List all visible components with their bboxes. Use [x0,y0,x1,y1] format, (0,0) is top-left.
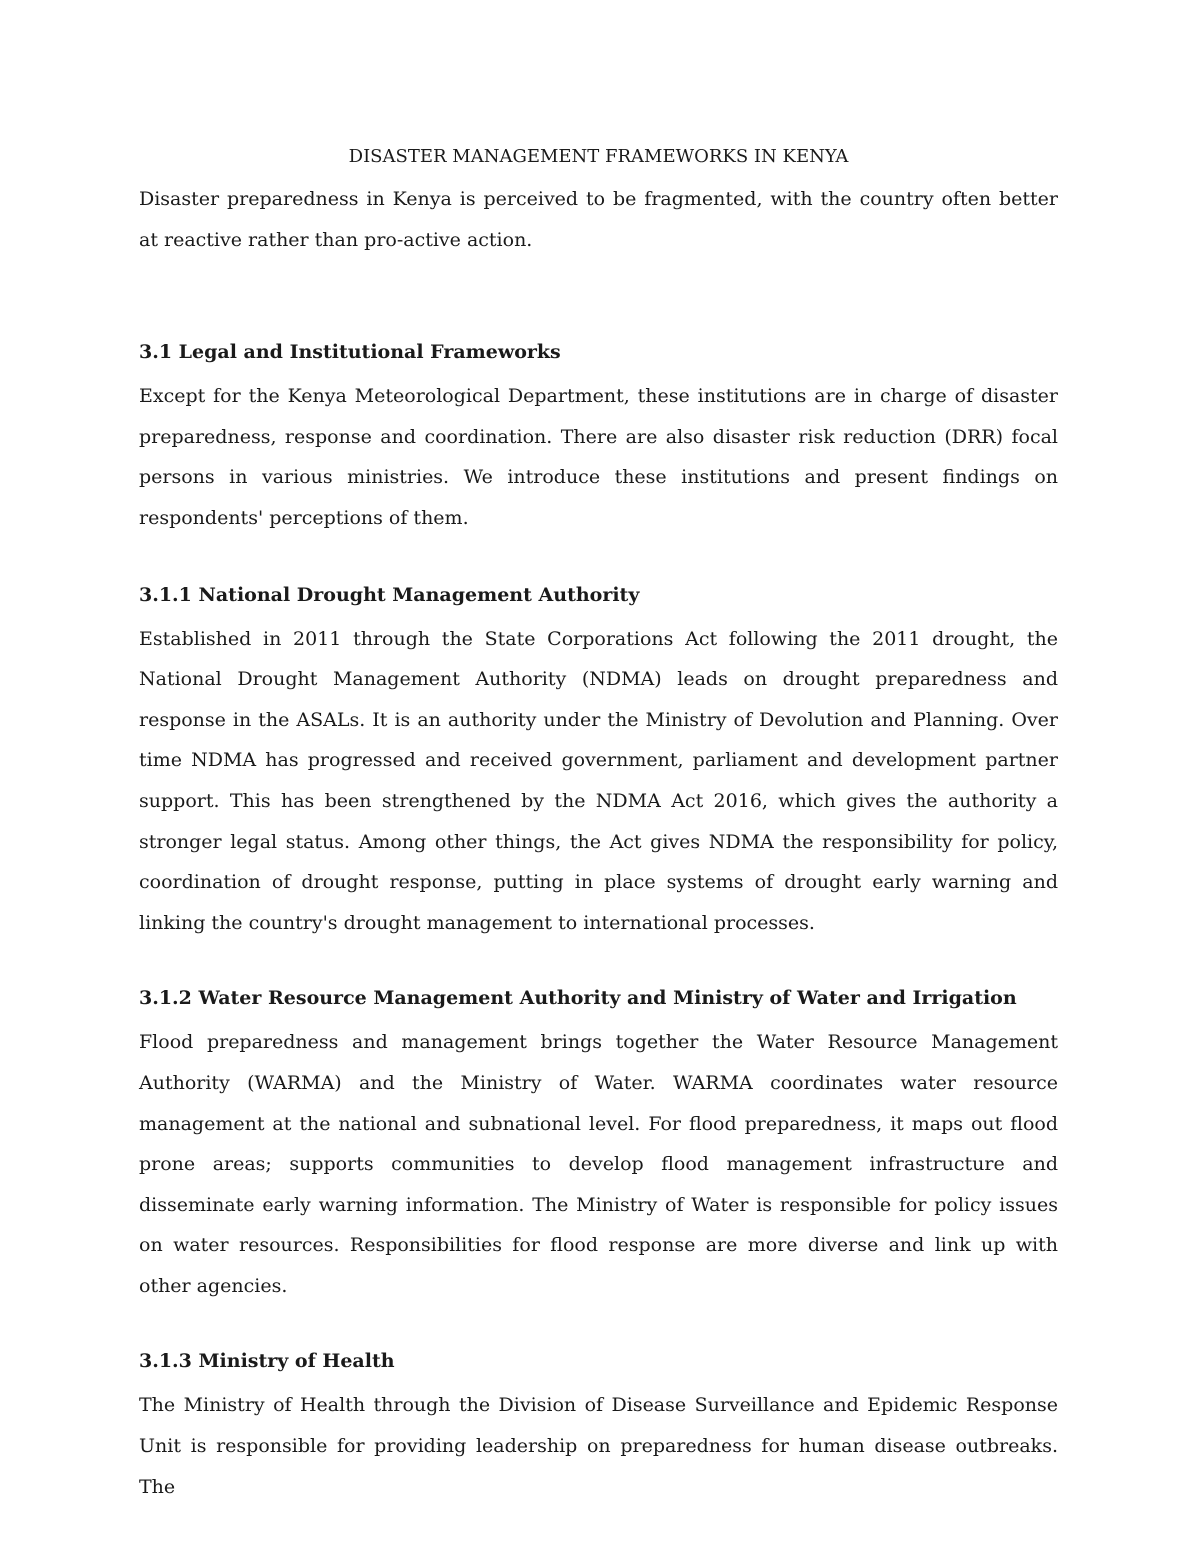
section-heading-ndma: 3.1.1 National Drought Management Authority [139,583,640,606]
intro-paragraph: Disaster preparedness in Kenya is perceived to be fragmented, with the country often better at reactive rather than pro-active action. [139,188,1058,251]
document-page [139,140,1058,1507]
section-body-ministry-of-health: The Ministry of Health through the Division of Disease Surveillance and Epidemic Response Unit is responsible for providing leadership on preparedness for human disease outbreaks. The [139,1394,1058,1498]
section-heading-legal-frameworks: 3.1 Legal and Institutional Frameworks [139,341,561,364]
section-body-legal-frameworks: Except for the Kenya Meteorological Department, these institutions are in charge of disaster preparedness, response and coordination. There are also disaster risk reduction (DRR) focal persons in various ministries. We introduce these institutions and present findings on respondents' perceptions of them. [139,385,1058,529]
section-heading-ministry-of-health: 3.1.3 Ministry of Health [139,1350,395,1373]
section-heading-warma: 3.1.2 Water Resource Management Authority and Ministry of Water and Irrigation [139,987,1017,1010]
section-body-warma: Flood preparedness and management brings together the Water Resource Management Authority (WARMA) and the Ministry of Water. WARMA coordinates water resource management at the national and subnational level. For flood preparedness, it maps out flood prone areas; supports communities to develop flood management infrastructure and disseminate early warning information. The Ministry of Water is responsible for policy issues on water resources. Responsibilities for flood response are more diverse and link up with other agencies. [139,1031,1058,1297]
section-body-ndma: Established in 2011 through the State Corporations Act following the 2011 drought, the National Drought Management Authority (NDMA) leads on drought preparedness and response in the ASALs. It is an authority under the Ministry of Devolution and Planning. Over time NDMA has progressed and received government, parliament and development partner support. This has been strengthened by the NDMA Act 2016, which gives the authority a stronger legal status. Among other things, the Act gives NDMA the responsibility for policy, coordination of drought response, putting in place systems of drought early warning and linking the country's drought management to international processes. [139,627,1058,934]
document-title: DISASTER MANAGEMENT FRAMEWORKS IN KENYA [348,146,849,167]
